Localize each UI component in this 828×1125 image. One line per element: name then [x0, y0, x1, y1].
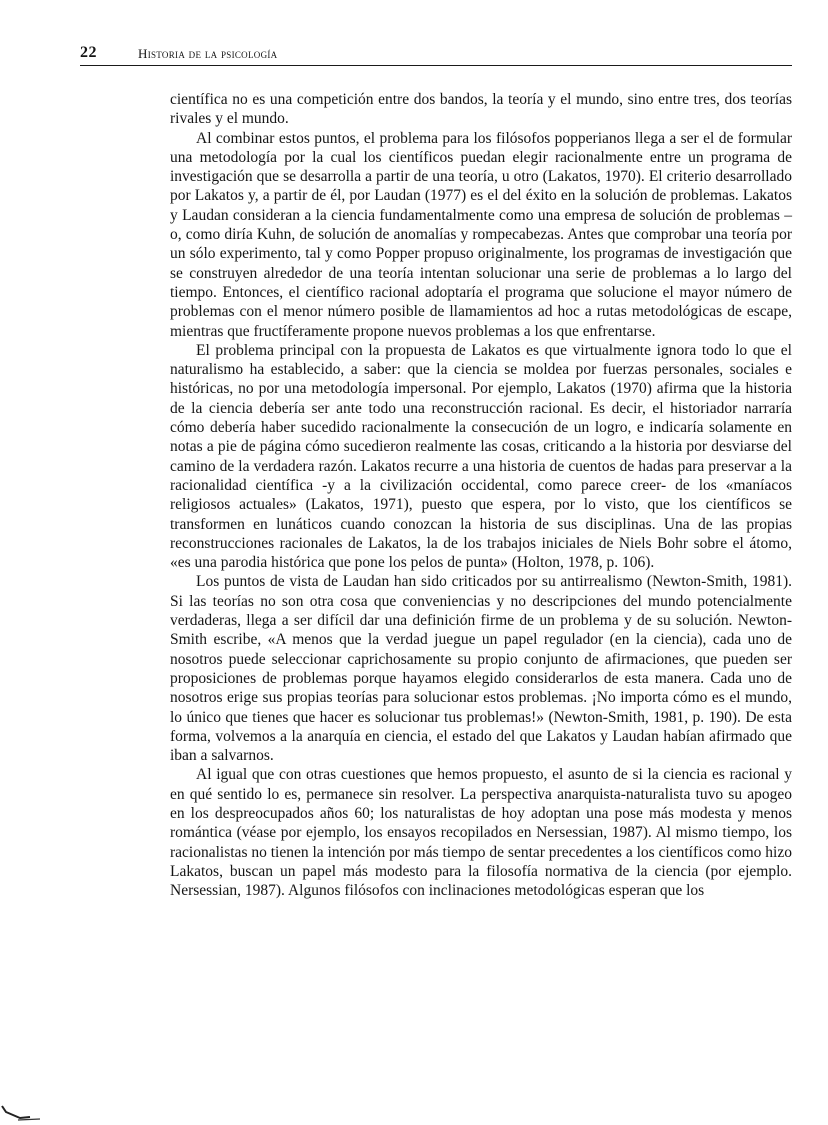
paragraph-4: Los puntos de vista de Laudan han sido criticados por su antirrealismo (Newton-Smith, 1981). Si las teorías no son otra cosa que conveniencias y no descripciones del mundo potencialmente verdaderas, llega a ser difícil dar una definición firme de un problema y de su solución. Newton-Smith escribe, «A menos que la verdad juegue un papel regulador (en la ciencia), cada uno de nosotros puede seleccionar caprichosamente su propio conjunto de afirmaciones, que pueden ser proposiciones de problemas porque hayamos elegido considerarlos de esta manera. Cada uno de nosotros erige sus propias teorías para solucionar estos problemas. ¡No importa cómo es el mundo, lo único que tienes que hacer es solucionar tus problemas!» (Newton-Smith, 1981, p. 190). De esta forma, volvemos a la anarquía en ciencia, el estado del que Lakatos y Laudan habían afirmado que iban a salvarnos.: [170, 573, 792, 765]
scan-corner-mark: [0, 1100, 60, 1125]
paragraph-5: Al igual que con otras cuestiones que hemos propuesto, el asunto de si la ciencia es racional y en qué sentido lo es, permanece sin resolver. La perspectiva anarquista-naturalista tuvo su apogeo en los despreocupados años 60; los naturalistas de hoy adoptan una pose más modesta y menos romántica (véase por ejemplo, los ensayos recopilados en Nersessian, 1987). Al mismo tiempo, los racionalistas no tienen la intención por más tiempo de sentar precedentes a los científicos como hizo Lakatos, buscan un papel más modesto para la filosofía normativa de la ciencia (por ejemplo. Nersessian, 1987). Algunos filósofos con inclinaciones metodológicas esperan que los: [170, 766, 792, 900]
header-rule: [80, 65, 792, 66]
body-text: [170, 90, 792, 900]
paragraph-1: científica no es una competición entre dos bandos, la teoría y el mundo, sino entre tres, dos teorías rivales y el mundo.: [170, 91, 792, 128]
page-number: 22: [80, 44, 97, 61]
paragraph-3: El problema principal con la propuesta de Lakatos es que virtualmente ignora todo lo que el naturalismo ha establecido, a saber: que la ciencia se moldea por fuerzas personales, sociales e históricas, no por una metodología impersonal. Por ejemplo, Lakatos (1970) afirma que la historia de la ciencia debería ser ante todo una reconstrucción racional. Es decir, el historiador narraría cómo debería haber sucedido racionalmente la consecución de un logro, e indicaría solamente en notas a pie de página cómo sucedieron realmente las cosas, criticando a la historia por desviarse del camino de la verdadera razón. Lakatos recurre a una historia de cuentos de hadas para preservar a la racionalidad científica -y a la civilización occidental, como parece creer- de los «maníacos religiosos actuales» (Lakatos, 1971), puesto que espera, por lo visto, que los científicos se transformen en lunáticos cuando conozcan la historia de sus disciplinas. Una de las propias reconstrucciones racionales de Lakatos, la de los trabajos iniciales de Niels Bohr sobre el átomo, «es una parodia histórica que pone los pelos de punta» (Holton, 1978, p. 106).: [170, 341, 792, 572]
page-header: [80, 42, 792, 68]
running-head: Historia de la psicología: [138, 46, 278, 61]
paragraph-2: Al combinar estos puntos, el problema para los filósofos popperianos llega a ser el de formular una metodología por la cual los científicos puedan elegir racionalmente entre un programa de investigación que se desarrolla a partir de una teoría, u otro (Lakatos, 1970). El criterio desarrollado por Lakatos y, a partir de él, por Laudan (1977) es el del éxito en la solución de problemas. Lakatos y Laudan consideran a la ciencia fundamentalmente como una empresa de solución de problemas –o, como diría Kuhn, de solución de anomalías y rompecabezas. Antes que comprobar una teoría por un sólo experimento, tal y como Popper propuso originalmente, los programas de investigación que se construyen alrededor de una teoría intentan solucionar una serie de problemas a lo largo del tiempo. Entonces, el científico racional adoptaría el programa que solucione el mayor número de problemas con el menor número posible de llamamientos ad hoc a rutas metodológicas de escape, mientras que fructíferamente propone nuevos problemas a los que enfrentarse.: [170, 129, 792, 340]
